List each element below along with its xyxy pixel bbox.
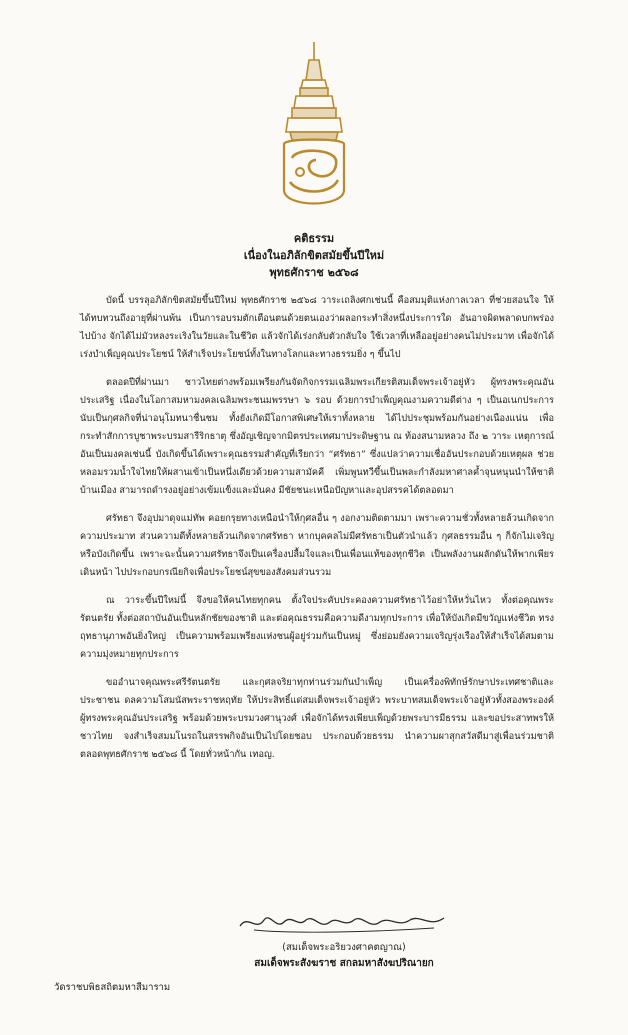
paragraph: ศรัทธา จึงอุปมาดุจแม่ทัพ คอยกรุยทางเหนือนำให้กุศลอื่น ๆ งอกงามติดตามมา เพราะความชั่วทั้งหลายล้วนเกิดจากความประมาท ส่วนความดีทั้งหลายล้วนเกิดจากศรัทธา หากบุคคลไม่มีศรัทธาเป็นตัวนำแล้ว กุศลธรรมอื่น ๆ ก็จักไม่เจริญหรือบังเกิดขึ้น เพราะฉะนั้นความศรัทธาจึงเป็นเครื่องปลื้มใจและเป็นเพื่อนแท้ของทุกชีวิต เป็นพลังงานผลักดันให้พากเพียรเดินหน้า ไปประกอบกรณียกิจเพื่อประโยชน์สุขของสังคมส่วนรวม	[80, 513, 554, 578]
paragraph: บัดนี้ บรรลุอภิลักขิตสมัยขึ้นปีใหม่ พุทธศักราช ๒๕๖๘ วาระเถลิงศกเช่นนี้ คือสมมุติแห่งกาลเวลา ที่ช่วยสอนใจ ให้ได้ทบทวนถึงอายุที่ผ่านพ้น เป็นการอบรมตักเตือนตนด้วยตนเองว่าผลอกระทำสิ่งหนึ่งประการใด อันอาจผิดพลาดบกพร่องไปบ้าง จักได้ไม่มัวหลงระเริงในวัยและในชีวิต แล้วจักได้เร่งกลับตัวกลับใจ ใช้เวลาที่เหลืออยู่อย่างคนไม่ประมาท เพื่อจักได้เร่งบำเพ็ญคุณประโยชน์ ให้สำเร็จประโยชน์ทั้งในทางโลกและทางธรรมยิ่ง ๆ ขึ้นไป	[80, 295, 554, 360]
signature-block	[0, 910, 628, 972]
letter-heading	[0, 230, 628, 281]
issuing-location: วัดราชบพิธสถิตมหาสีมาราม	[54, 982, 171, 993]
handwritten-signature	[234, 910, 454, 936]
paragraph: ขออำนาจคุณพระศรีรัตนตรัย และกุศลจริยาทุกท่านร่วมกันบำเพ็ญ เป็นเครื่องพิทักษ์รักษาประเทศชาติและประชาชน ดลความโสมนัสพระราชหฤทัย ให้ประสิทธิ์แด่สมเด็จพระเจ้าอยู่หัว พระบาทสมเด็จพระเจ้าอยู่หัวทั้งสองพระองค์ ผู้ทรงพระคุณอันประเสริฐ พร้อมด้วยพระบรมวงศานุวงศ์ เพื่อจักได้ทรงเพียบเพ็ญด้วยพระบารมีธรรม และขอประสาทพรให้ชาวไทย จงสำเร็จสมมโนรถในสรรพกิจอันเป็นไปโดยชอบ ประกอบด้วยธรรม นำความผาสุกสวัสดีมาสู่เพื่อนร่วมชาติ ตลอดพุทธศักราช ๒๕๖๘ นี้ โดยทั่วหน้ากัน เทอญ.	[80, 677, 554, 760]
heading-line-3: พุทธศักราช ๒๕๖๘	[269, 266, 359, 279]
heading-line-1: คติธรรม	[293, 232, 335, 245]
letter-body	[80, 292, 554, 774]
paragraph: ตลอดปีที่ผ่านมา ชาวไทยต่างพร้อมเพรียงกันจัดกิจกรรมเฉลิมพระเกียรติสมเด็จพระเจ้าอยู่หัว ผู้ทรงพระคุณอันประเสริฐ เนื่องในโอกาสมหามงคลเฉลิมพระชนมพรรษา ๖ รอบ ด้วยการบำเพ็ญคุณงามความดีต่าง ๆ เป็นอเนกประการ นับเป็นกุศลกิจที่น่าอนุโมทนาชื่นชม ทั้งยังเกิดมีโอกาสพิเศษให้เราทั้งหลาย ได้ไปประชุมพร้อมกันอย่างเนืองแน่น เพื่อกระทำสักการบูชาพระบรมสารีริกธาตุ ซึ่งอัญเชิญจากมิตรประเทศมาประดิษฐาน ณ ท้องสนามหลวง ถึง ๒ วาระ เหตุการณ์อันเป็นมงคลเช่นนี้ บังเกิดขึ้นได้เพราะคุณธรรมสำคัญที่เรียกว่า “ศรัทธา” ซึ่งแปลว่าความเชื่ออันประกอบด้วยเหตุผล ช่วยหลอมรวมน้ำใจไทยให้ผสานเข้าเป็นหนึ่งเดียวด้วยความสามัคคี เพิ่มพูนทวีขึ้นเป็นพละกำลังมหาศาลค้ำจุนหนุนนำให้ชาติบ้านเมือง สามารถดำรงอยู่อย่างเข้มแข็งและมั่นคง มีชัยชนะเหนือปัญหาและอุปสรรคได้ตลอดมา	[80, 377, 554, 496]
signatory-title: สมเด็จพระสังฆราช สกลมหาสังฆปริณายก	[254, 958, 434, 969]
signatory-name: (สมเด็จพระอริยวงศาคตญาณ)	[282, 942, 406, 953]
paragraph: ณ วาระขึ้นปีใหม่นี้ จึงขอให้คนไทยทุกคน ตั้งใจประคับประคองความศรัทธาไว้อย่าให้หวั่นไหว ทั้งต่อคุณพระรัตนตรัย ทั้งต่อสถาบันอันเป็นหลักชัยของชาติ และต่อคุณธรรมคือความดีงามทุกประการ เพื่อให้บังเกิดมีขวัญแห่งชีวิต ทรงฤทธานุภาพอันยิ่งใหญ่ เป็นความพร้อมเพรียงแห่งชนผู้อยู่ร่วมกันเป็นหมู่ ซึ่งย่อมยังความเจริญรุ่งเรืองให้สำเร็จได้สมตามความมุ่งหมายทุกประการ	[80, 595, 554, 660]
emblem-icon	[276, 40, 352, 218]
heading-line-2: เนื่องในอภิลักขิตสมัยขึ้นปีใหม่	[243, 249, 385, 262]
